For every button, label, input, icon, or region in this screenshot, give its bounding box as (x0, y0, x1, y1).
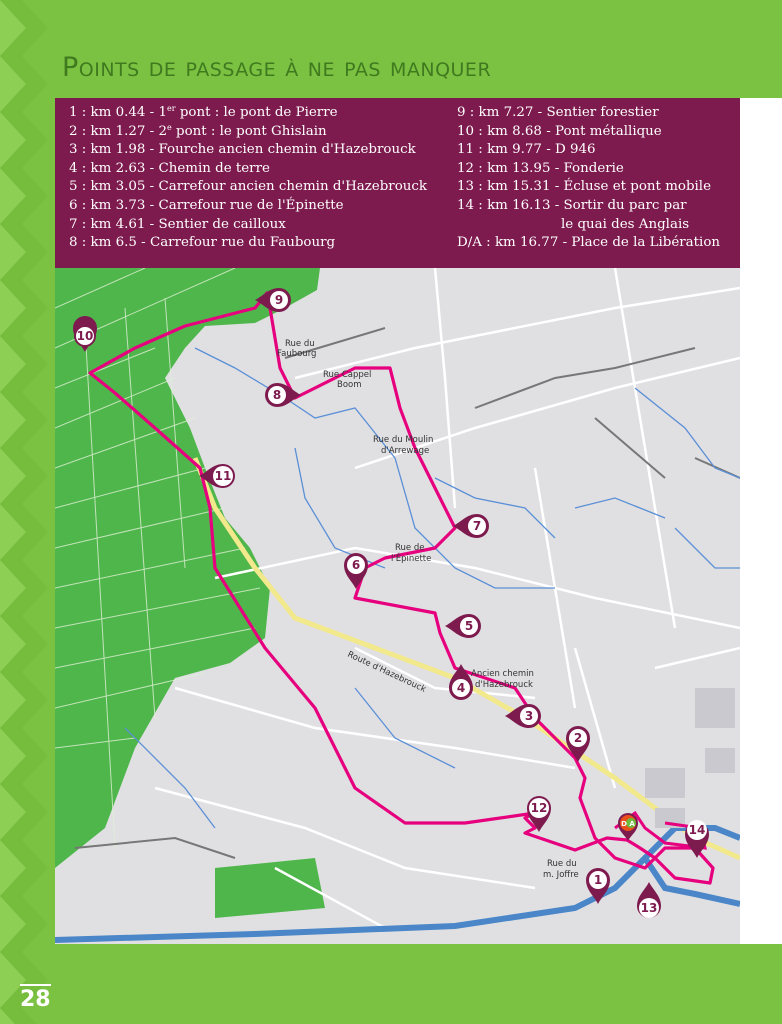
label-rue-epinette-1: Rue de (395, 543, 425, 553)
svg-text:13: 13 (640, 901, 658, 915)
waypoint-marker-13[interactable] (637, 882, 661, 918)
legend-item-5: 5 : km 3.05 - Carrefour ancien chemin d'Hazebrouck (69, 179, 427, 195)
legend-item-4: 4 : km 2.63 - Chemin de terre (69, 160, 270, 176)
legend-column-1 (69, 104, 457, 268)
label-rue-joffre-2: m. Joffre (543, 870, 579, 880)
svg-text:3: 3 (524, 709, 534, 723)
waypoint-marker-5[interactable] (445, 614, 481, 638)
svg-text:D A: D A (621, 820, 635, 828)
label-rue-joffre-1: Rue du (547, 859, 577, 869)
waypoint-marker-4[interactable] (449, 664, 473, 700)
svg-text:9: 9 (274, 293, 284, 307)
label-rue-du-faubourg-1: Rue du (285, 339, 315, 349)
svg-text:10: 10 (76, 329, 94, 343)
waypoint-marker-14[interactable] (685, 820, 709, 858)
legend-item-10: 10 : km 8.68 - Pont métallique (457, 123, 662, 139)
legend-item-14-continued: le quai des Anglais (561, 216, 690, 232)
legend-column-2 (457, 104, 730, 268)
svg-text:4: 4 (456, 681, 466, 695)
waypoint-marker-8[interactable] (265, 383, 301, 407)
route-map[interactable] (55, 268, 740, 944)
svg-text:1: 1 (593, 873, 603, 887)
svg-text:5: 5 (464, 619, 474, 633)
page-title: Points de passage à ne pas manquer (62, 52, 492, 83)
waypoint-marker-6[interactable] (344, 553, 368, 589)
chevron-border (0, 0, 48, 1024)
legend-item-6: 6 : km 3.73 - Carrefour rue de l'Épinette (69, 197, 344, 213)
legend-item-8: 8 : km 6.5 - Carrefour rue du Faubourg (69, 235, 336, 251)
legend-item-start-finish: D/A : km 16.77 - Place de la Libération (457, 235, 721, 251)
label-ancien-chemin-1: Ancien chemin (471, 669, 534, 679)
svg-text:14: 14 (688, 823, 706, 837)
svg-text:12: 12 (530, 801, 548, 815)
waypoint-marker-12[interactable] (527, 796, 551, 832)
legend-item-13: 13 : km 15.31 - Écluse et pont mobile (457, 179, 712, 195)
label-rue-du-faubourg-2: Faubourg (277, 349, 317, 359)
legend-item-9: 9 : km 7.27 - Sentier forestier (457, 105, 659, 120)
right-margin (740, 98, 782, 944)
label-rue-cappel-2: Boom (337, 380, 362, 390)
waypoint-marker-7[interactable] (453, 514, 489, 538)
svg-text:6: 6 (351, 558, 361, 572)
svg-text:2: 2 (573, 731, 583, 745)
svg-text:11: 11 (214, 469, 232, 483)
label-rue-moulin-1: Rue du Moulin (373, 435, 434, 445)
map-canvas (55, 268, 740, 944)
waypoint-legend (55, 98, 740, 268)
legend-item-3: 3 : km 1.98 - Fourche ancien chemin d'Hazebrouck (69, 142, 416, 158)
start-finish-marker[interactable] (618, 813, 638, 841)
label-ancien-chemin-2: d'Hazebrouck (475, 680, 533, 690)
legend-item-7: 7 : km 4.61 - Sentier de cailloux (69, 216, 286, 232)
label-route-hazebrouck: Route d'Hazebrouck (345, 649, 428, 695)
legend-item-11: 11 : km 9.77 - D 946 (457, 142, 596, 158)
label-rue-cappel-1: Rue Cappel (323, 370, 372, 380)
svg-text:8: 8 (272, 388, 282, 402)
legend-item-1: 1 : km 0.44 - 1er pont : le pont de Pierre (69, 104, 338, 120)
legend-item-2: 2 : km 1.27 - 2e pont : le pont Ghislain (69, 122, 327, 139)
field-area-bottom (215, 858, 325, 918)
legend-item-14: 14 : km 16.13 - Sortir du parc par (457, 197, 687, 213)
svg-text:7: 7 (472, 519, 482, 533)
page-number: 28 (20, 984, 51, 1013)
town-area (645, 688, 735, 828)
legend-item-12: 12 : km 13.95 - Fonderie (457, 160, 624, 176)
label-rue-moulin-2: d'Arrewage (381, 446, 430, 456)
label-rue-epinette-2: l'Épinette (391, 554, 432, 564)
